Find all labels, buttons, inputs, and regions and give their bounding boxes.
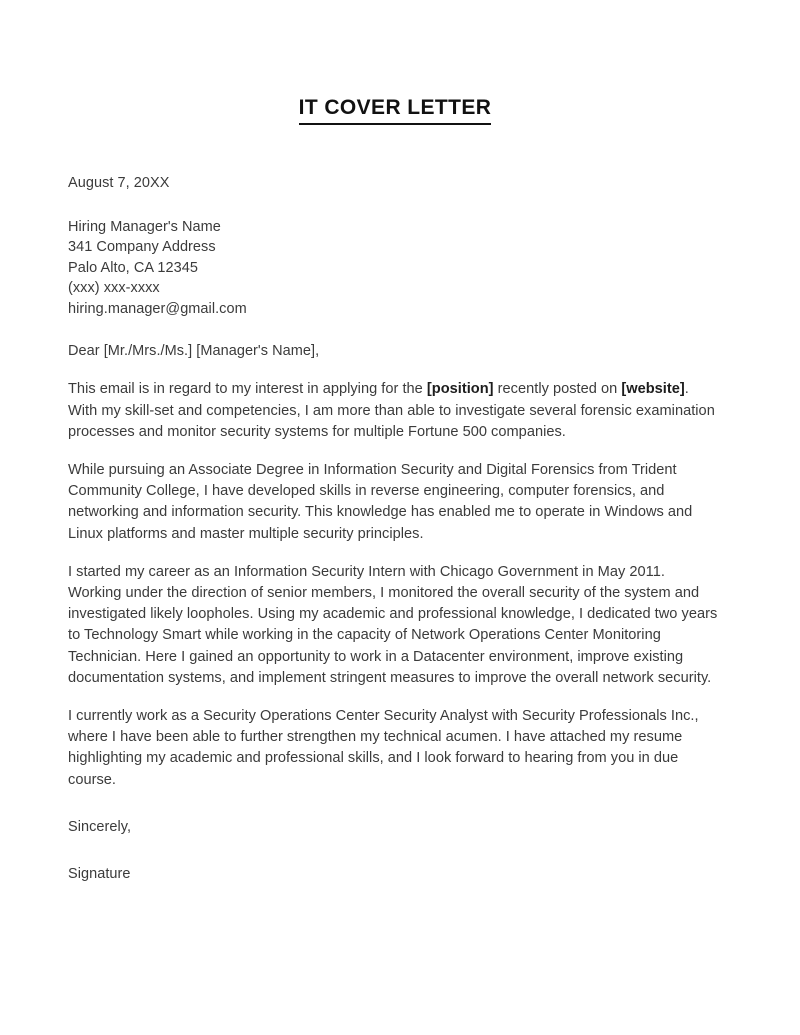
page-title-text: IT COVER LETTER: [299, 96, 492, 125]
recipient-name: Hiring Manager's Name: [68, 218, 221, 235]
paragraph-1-segment-a: This email is in regard to my interest in applying for the: [68, 381, 427, 398]
paragraph-1-segment-b: recently posted on: [493, 381, 622, 398]
body-paragraph-1: [68, 379, 722, 443]
paragraph-1-segment-c: . With my skill-set and competencies, I am more than able to investigate several forensic examination processes and monitor security systems for multiple Fortune 500 companies.: [68, 381, 715, 440]
position-placeholder: [position]: [426, 381, 494, 398]
closing-line: Sincerely,: [68, 818, 132, 835]
signature-line: Signature: [68, 865, 131, 882]
body-paragraph-2: While pursuing an Associate Degree in Information Security and Digital Forensics from Trident Community College, I have developed skills in reverse engineering, computer forensics, and networking and information security. This knowledge has enabled me to operate in Windows and Linux platforms and master multiple security principles.: [68, 461, 693, 542]
website-placeholder: [website]: [621, 381, 685, 398]
recipient-email: hiring.manager@gmail.com: [68, 300, 247, 317]
document-body: [68, 0, 722, 885]
recipient-city-state-zip: Palo Alto, CA 12345: [68, 259, 198, 276]
recipient-street: 341 Company Address: [68, 239, 216, 256]
salutation: Dear [Mr./Mrs./Ms.] [Manager's Name],: [68, 343, 320, 360]
body-paragraph-4: I currently work as a Security Operations Center Security Analyst with Security Professionals Inc., where I have been able to further strengthen my technical acumen. I have attached my resume highlighting my academic and professional skills, and I look forward to hearing from you in due course.: [68, 707, 699, 788]
letter-date: August 7, 20XX: [68, 174, 170, 191]
recipient-phone: (xxx) xxx-xxxx: [68, 280, 160, 297]
page-title: [68, 0, 722, 125]
recipient-address-block: [68, 217, 722, 320]
body-paragraph-3: I started my career as an Information Security Intern with Chicago Government in May 2011. Working under the direction of senior members, I monitored the overall security of the system and investigated likely loopholes. Using my academic and professional knowledge, I dedicated two years to Technology Smart while working in the capacity of Network Operations Center Monitoring Technician. Here I gained an opportunity to work in a Datacenter environment, improve existing documentation systems, and implement stringent measures to improve the overall network security.: [68, 563, 718, 686]
